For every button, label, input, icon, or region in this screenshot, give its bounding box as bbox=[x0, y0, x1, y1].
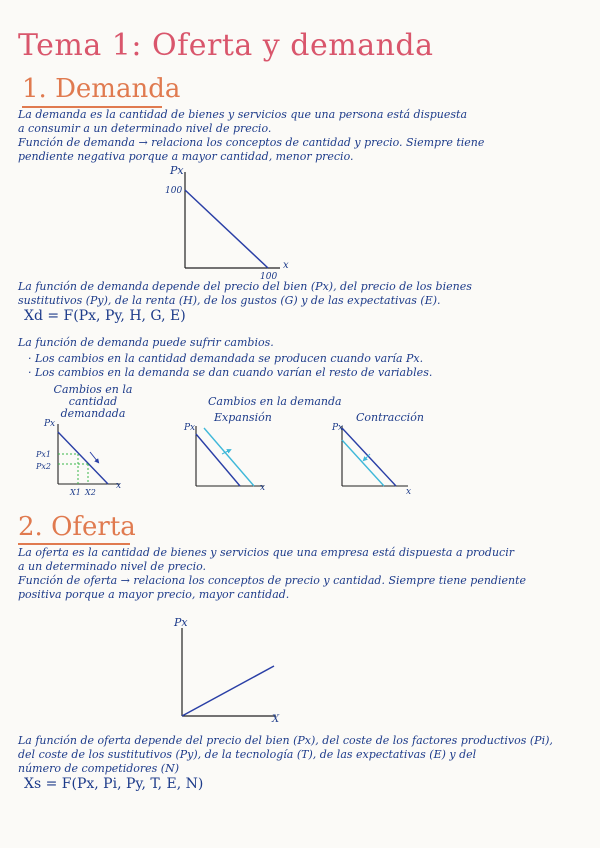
demand-graph-y-label: Px bbox=[170, 164, 184, 177]
demand-curve bbox=[185, 190, 268, 268]
page-title: Tema 1: Oferta y demanda bbox=[18, 28, 434, 63]
oferta-definition-line-1: La oferta es la cantidad de bienes y servicios que una empresa está dispuesta a producir bbox=[18, 546, 514, 559]
caption-demand-changes: Cambios en la demanda bbox=[208, 395, 342, 408]
demanda-function-line-2: pendiente negativa porque a mayor cantidad, menor precio. bbox=[18, 150, 354, 163]
expansion-shifted-curve bbox=[204, 428, 254, 486]
supply-graph-x-label: X bbox=[272, 714, 280, 724]
demanda-depends-line-1: La función de demanda depende del precio del bien (Px), del precio de los bienes bbox=[18, 280, 472, 293]
demand-graph-x-label: x bbox=[283, 260, 289, 271]
demand-graph-y-tick: 100 bbox=[165, 186, 183, 196]
contraction-shifted-curve bbox=[342, 440, 384, 486]
demanda-depends-line-2: sustitutivos (Py), de la renta (H), de los gustos (G) y de las expectativas (E). bbox=[18, 294, 441, 307]
oferta-heading-underline bbox=[18, 543, 130, 545]
oferta-function-line-1: Función de oferta → relaciona los conceptos de precio y cantidad. Siempre tiene pendiente bbox=[18, 574, 527, 587]
svg-text:x: x bbox=[116, 481, 122, 491]
svg-text:X1: X1 bbox=[70, 488, 81, 497]
contraction-graph bbox=[326, 420, 426, 496]
supply-graph-y-label: Px bbox=[174, 616, 188, 629]
oferta-definition-line-2: a un determinado nivel de precio. bbox=[18, 560, 207, 573]
demanda-formula: Xd = F(Px, Py, H, G, E) bbox=[24, 308, 186, 324]
demanda-definition-line-2: a consumir a un determinado nivel de precio. bbox=[18, 122, 272, 135]
contraction-original-curve bbox=[342, 428, 396, 486]
demand-graph bbox=[160, 162, 300, 280]
oferta-depends-line-1: La función de oferta depende del precio del bien (Px), del coste de los factores productivos (Pi), bbox=[18, 734, 553, 747]
oferta-formula: Xs = F(Px, Pi, Py, T, E, N) bbox=[24, 776, 204, 792]
supply-curve bbox=[182, 666, 274, 716]
svg-text:Px: Px bbox=[44, 419, 56, 429]
oferta-depends-line-3: número de competidores (N) bbox=[18, 762, 180, 775]
caption-quantity-line-1: Cambios en la bbox=[53, 383, 133, 396]
caption-expansion: Expansión bbox=[214, 411, 272, 424]
svg-text:x: x bbox=[406, 487, 412, 496]
demanda-bullet-2: · Los cambios en la demanda se dan cuando varían el resto de variables. bbox=[28, 366, 433, 379]
svg-text:x: x bbox=[260, 483, 266, 492]
demanda-changes-intro: La función de demanda puede sufrir cambios. bbox=[18, 336, 274, 349]
svg-text:Px2: Px2 bbox=[36, 462, 51, 471]
demanda-function-line-1: Función de demanda → relaciona los conceptos de cantidad y precio. Siempre tiene bbox=[18, 136, 485, 149]
quantity-change-curve bbox=[58, 432, 108, 484]
demanda-bullet-1: · Los cambios en la cantidad demandada se producen cuando varía Px. bbox=[28, 352, 424, 365]
demanda-definition-line-1: La demanda es la cantidad de bienes y servicios que una persona está dispuesta bbox=[18, 108, 468, 121]
svg-text:X2: X2 bbox=[85, 488, 96, 497]
oferta-function-line-2: positiva porque a mayor precio, mayor cantidad. bbox=[18, 588, 290, 601]
demanda-heading: 1. Demanda bbox=[22, 74, 181, 104]
supply-graph bbox=[166, 612, 296, 724]
demand-graph-x-tick: 100 bbox=[260, 272, 278, 280]
caption-quantity-line-3: demandada bbox=[60, 407, 126, 420]
expansion-original-curve bbox=[196, 434, 240, 486]
oferta-heading: 2. Oferta bbox=[18, 512, 136, 542]
svg-text:Px: Px bbox=[332, 423, 344, 433]
expansion-graph bbox=[176, 420, 276, 492]
quantity-change-graph bbox=[30, 414, 130, 504]
caption-quantity-line-2: cantidad bbox=[68, 395, 118, 408]
svg-text:Px1: Px1 bbox=[36, 450, 51, 459]
svg-text:Px: Px bbox=[184, 423, 196, 433]
oferta-depends-line-2: del coste de los sustitutivos (Py), de la tecnología (T), de las expectativas (E) y del bbox=[18, 748, 477, 761]
caption-contraction: Contracción bbox=[356, 411, 424, 424]
